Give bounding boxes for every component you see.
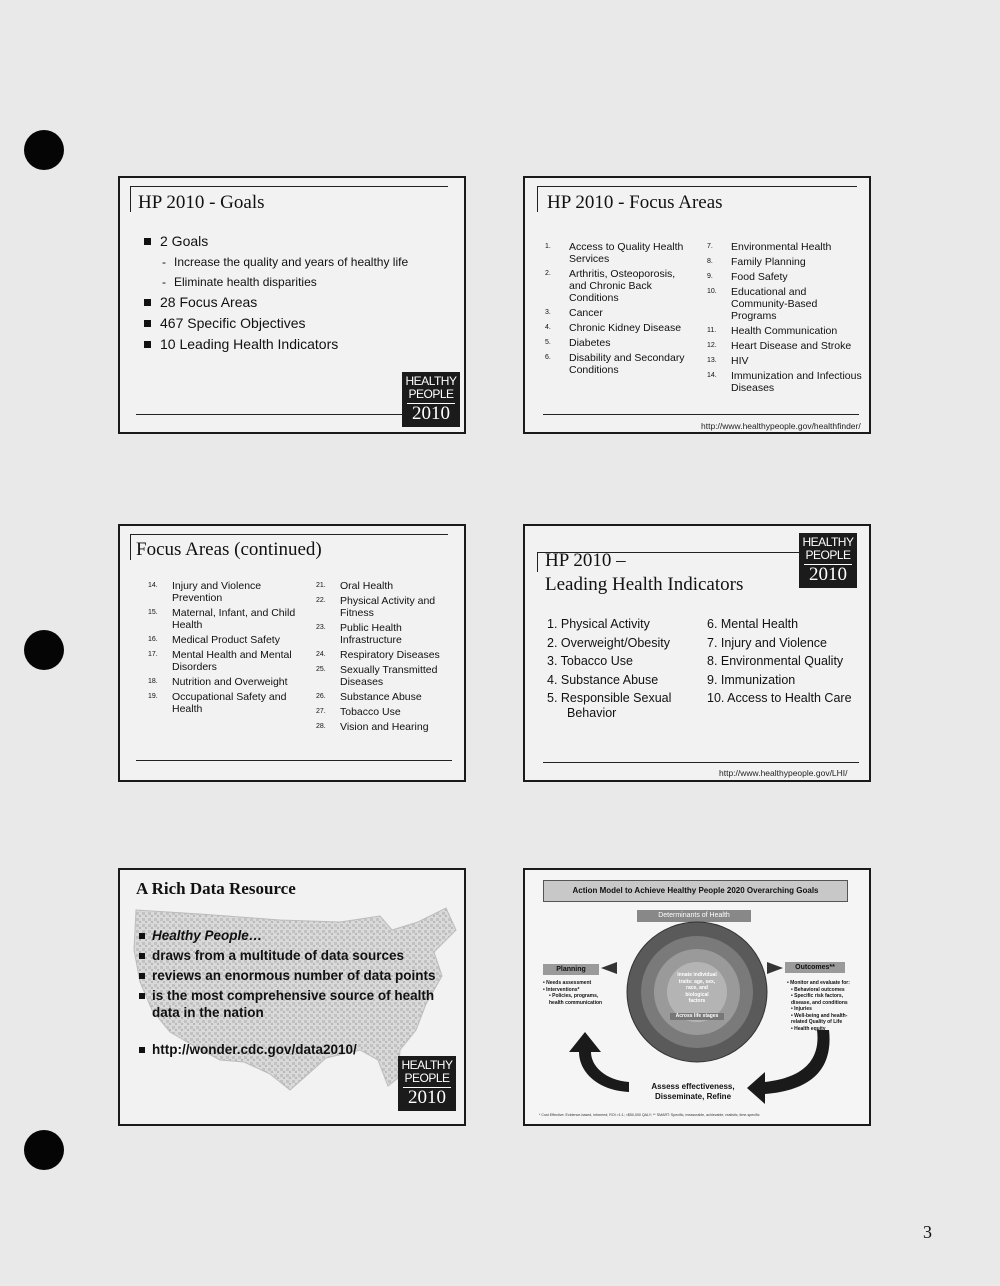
list-item — [707, 325, 865, 337]
item-text: Sexually Transmitted Diseases — [340, 664, 438, 688]
title-vrule — [537, 552, 538, 572]
indicators-col2 — [707, 617, 867, 710]
list-item — [316, 595, 462, 619]
item-text: HIV — [731, 355, 749, 367]
indicator-item: 3. Tobacco Use — [547, 654, 633, 668]
core-line: race, and — [686, 985, 708, 991]
item-number: 13. — [707, 357, 717, 364]
logo-year: 2010 — [804, 564, 852, 585]
logo-line1: HEALTHY — [405, 374, 457, 388]
arrow-to-outcomes — [767, 962, 783, 974]
list-item — [545, 322, 695, 334]
list-item — [316, 706, 462, 718]
indicator-item: 8. Environmental Quality — [707, 654, 844, 668]
healthy-people-logo — [799, 533, 857, 588]
emphasis-text: Healthy People… — [152, 928, 263, 943]
item-text: Diabetes — [569, 337, 611, 349]
list-item — [545, 352, 695, 376]
list-item — [707, 340, 865, 352]
item-number: 18. — [148, 678, 158, 685]
list-item — [707, 286, 865, 322]
planning-item: • Interventions* — [543, 986, 580, 993]
outcomes-items — [787, 980, 861, 1032]
bottom-rule — [543, 414, 859, 415]
title-vrule — [130, 534, 131, 560]
planning-item: • Policies, programs, health communication — [549, 993, 603, 1006]
indicator-item: 7. Injury and Violence — [707, 635, 827, 650]
arrow-to-planning — [601, 962, 617, 974]
item-number: 16. — [148, 636, 158, 643]
item-text: Occupational Safety and Health — [172, 691, 287, 715]
list-item — [707, 370, 865, 394]
item-text: Injury and Violence Prevention — [172, 580, 262, 604]
core-line: traits: age, sex, — [678, 978, 716, 985]
item-number: 1. — [545, 243, 551, 250]
logo-year: 2010 — [403, 1087, 451, 1108]
item-number: 2. — [545, 270, 551, 277]
assess-line2: Disseminate, Refine — [654, 1092, 732, 1101]
item-number: 7. — [707, 243, 713, 250]
item-text: Mental Health and Mental Disorders — [172, 649, 292, 673]
source-url: http://www.healthypeople.gov/LHI/ — [719, 768, 848, 778]
indicator-item: 10. Access to Health Care — [707, 691, 852, 705]
list-item — [707, 241, 865, 253]
item-text: Educational and Community-Based Programs — [731, 286, 818, 322]
focus-areas-col2 — [316, 580, 462, 736]
goal-subitem: - Eliminate health disparities — [144, 272, 408, 292]
title-rule — [130, 534, 448, 535]
title-rule — [537, 186, 857, 187]
item-text: Nutrition and Overweight — [172, 676, 288, 688]
outcomes-item: • Behavioral outcomes — [791, 986, 845, 993]
logo-line2: PEOPLE — [408, 387, 454, 401]
indicator-text-cont: Behavior — [567, 706, 617, 720]
item-text: Cancer — [569, 307, 603, 319]
list-item: draws from a multitude of data sources — [138, 947, 438, 964]
planning-item: • Needs assessment — [543, 980, 592, 986]
item-text: Medical Product Safety — [172, 634, 280, 646]
planning-items — [543, 980, 609, 1006]
slide-hp2010-goals — [118, 176, 466, 434]
slide-title: HP 2010 - Focus Areas — [547, 192, 723, 213]
logo-line2: PEOPLE — [404, 1071, 450, 1085]
refine-arrow-right — [747, 1030, 830, 1104]
data-resource-list — [138, 927, 438, 1061]
list-item — [316, 691, 462, 703]
focus-areas-col2 — [707, 241, 865, 397]
item-number: 14. — [148, 582, 158, 589]
core-line: Innate individual — [677, 972, 717, 978]
logo-line2: PEOPLE — [805, 548, 851, 562]
goals-list — [144, 231, 408, 355]
footnote: * Cost Effective: Evidence-based, informed; ROI >1:1; <$50,000 QALY; ** SMART: Specific, measurable, achievable, realistic, time-specific — [539, 1113, 760, 1117]
list-item — [707, 256, 865, 268]
indicator-item: 6. Mental Health — [707, 617, 799, 631]
list-item — [148, 649, 296, 673]
item-text: Vision and Hearing — [340, 721, 429, 733]
title-vrule — [130, 186, 131, 212]
slide-action-model — [523, 868, 871, 1126]
slide-leading-health-indicators — [523, 524, 871, 782]
list-item — [148, 691, 296, 715]
binder-hole-bottom — [24, 1130, 64, 1170]
slide-title: Focus Areas (continued) — [136, 539, 322, 560]
item-number: 26. — [316, 693, 326, 700]
core-line: biological — [685, 991, 709, 998]
title-vrule — [537, 186, 538, 212]
item-text: Heart Disease and Stroke — [731, 340, 852, 352]
item-text: Physical Activity and Fitness — [340, 595, 436, 619]
item-text: Oral Health — [340, 580, 394, 592]
bottom-rule — [543, 762, 859, 763]
core-line: factors — [688, 998, 706, 1004]
item-number: 23. — [316, 624, 326, 631]
item-number: 5. — [545, 339, 551, 346]
slide-hp2010-focus-areas — [523, 176, 871, 434]
indicator-item: 9. Immunization — [707, 672, 796, 687]
outcomes-item: • Well-being and health-related Quality of Life — [791, 1012, 848, 1025]
list-item — [707, 271, 865, 283]
healthy-people-logo — [402, 372, 460, 427]
logo-year: 2010 — [407, 403, 455, 424]
indicator-item: 4. Substance Abuse — [547, 672, 659, 687]
item-text: Tobacco Use — [340, 706, 401, 718]
binder-hole-top — [24, 130, 64, 170]
item-number: 10. — [707, 288, 717, 295]
list-item — [148, 676, 296, 688]
list-item — [707, 355, 865, 367]
logo-line1: HEALTHY — [401, 1058, 453, 1072]
healthy-people-logo — [398, 1056, 456, 1111]
item-text: Family Planning — [731, 256, 806, 268]
list-item: http://wonder.cdc.gov/data2010/ — [138, 1041, 438, 1058]
item-number: 14. — [707, 372, 717, 379]
outcomes-item: • Injuries — [791, 1006, 812, 1012]
determinants-label: Determinants of Health — [637, 910, 751, 922]
source-url: http://www.healthypeople.gov/healthfinder/ — [701, 421, 861, 431]
logo-line1: HEALTHY — [802, 535, 854, 549]
list-item — [148, 634, 296, 646]
outcomes-item: • Specific risk factors, disease, and conditions — [791, 993, 848, 1006]
goal-subitem: - Increase the quality and years of healthy life — [144, 252, 408, 272]
slide-rich-data-resource — [118, 868, 466, 1126]
goal-item: 2 Goals — [144, 231, 408, 252]
title-rule — [130, 186, 448, 187]
indicators-col1 — [547, 617, 707, 721]
item-text: Access to Quality Health Services — [569, 241, 684, 265]
assess-line1: Assess effectiveness, — [651, 1082, 735, 1091]
indicator-text: 5. Responsible Sexual — [547, 691, 672, 705]
list-item — [148, 580, 296, 604]
item-number: 4. — [545, 324, 551, 331]
item-number: 12. — [707, 342, 717, 349]
item-text: Arthritis, Osteoporosis, and Chronic Back Conditions — [569, 268, 676, 304]
item-number: 15. — [148, 609, 158, 616]
list-item — [545, 241, 695, 265]
page-number: 3 — [923, 1222, 932, 1242]
bottom-rule — [136, 414, 402, 415]
slide-title-line1: HP 2010 – — [545, 550, 626, 571]
list-item: reviews an enormous number of data points — [138, 967, 438, 984]
item-text: Substance Abuse — [340, 691, 422, 703]
assess-text — [629, 1082, 757, 1102]
item-number: 8. — [707, 258, 713, 265]
focus-areas-col1 — [545, 241, 695, 379]
goal-item: 28 Focus Areas — [144, 292, 408, 313]
list-item — [316, 664, 462, 688]
item-text: Disability and Secondary Conditions — [569, 352, 685, 376]
item-number: 17. — [148, 651, 158, 658]
slide-title: A Rich Data Resource — [136, 879, 296, 898]
item-number: 19. — [148, 693, 158, 700]
goal-item: 467 Specific Objectives — [144, 313, 408, 334]
item-text: Chronic Kidney Disease — [569, 322, 682, 334]
goal-item: 10 Leading Health Indicators — [144, 334, 408, 355]
item-text: Food Safety — [731, 271, 788, 283]
item-number: 6. — [545, 354, 551, 361]
item-number: 25. — [316, 666, 326, 673]
item-text: Public Health Infrastructure — [340, 622, 402, 646]
life-stages-label: Across life stages — [670, 1013, 724, 1020]
item-number: 11. — [707, 327, 717, 334]
list-item — [316, 580, 462, 592]
list-item — [545, 307, 695, 319]
slide-title: HP 2010 - Goals — [138, 192, 265, 213]
binder-hole-middle — [24, 630, 64, 670]
item-text: Environmental Health — [731, 241, 832, 253]
list-item — [545, 337, 695, 349]
item-text: Immunization and Infectious Diseases — [731, 370, 862, 394]
list-item: is the most comprehensive source of health data in the nation — [138, 987, 438, 1021]
planning-label: Planning — [543, 964, 599, 975]
item-number: 9. — [707, 273, 713, 280]
item-number: 21. — [316, 582, 326, 589]
outcomes-item: • Health equity — [791, 1025, 826, 1032]
list-item — [316, 622, 462, 646]
outcomes-label: Outcomes** — [785, 962, 845, 973]
indicator-item — [547, 691, 707, 721]
refine-arrow-left — [569, 1032, 629, 1092]
list-item — [148, 607, 296, 631]
list-item — [316, 721, 462, 733]
list-item — [316, 649, 462, 661]
item-number: 3. — [545, 309, 551, 316]
item-text: Maternal, Infant, and Child Health — [172, 607, 296, 631]
item-text: Health Communication — [731, 325, 838, 337]
indicator-item: 1. Physical Activity — [547, 617, 650, 631]
slide-focus-areas-continued — [118, 524, 466, 782]
indicator-item: 2. Overweight/Obesity — [547, 635, 670, 650]
item-number: 28. — [316, 723, 326, 730]
item-number: 24. — [316, 651, 326, 658]
list-item — [138, 927, 438, 944]
item-number: 22. — [316, 597, 326, 604]
action-model-header: Action Model to Achieve Healthy People 2020 Overarching Goals — [543, 880, 848, 902]
item-text: Respiratory Diseases — [340, 649, 440, 661]
bottom-rule — [136, 760, 452, 761]
slide-title-line2: Leading Health Indicators — [545, 574, 744, 595]
outcomes-item: • Monitor and evaluate for: — [787, 980, 850, 986]
item-number: 27. — [316, 708, 326, 715]
list-item — [545, 268, 695, 304]
core-text — [675, 972, 719, 1005]
focus-areas-col1 — [148, 580, 296, 718]
